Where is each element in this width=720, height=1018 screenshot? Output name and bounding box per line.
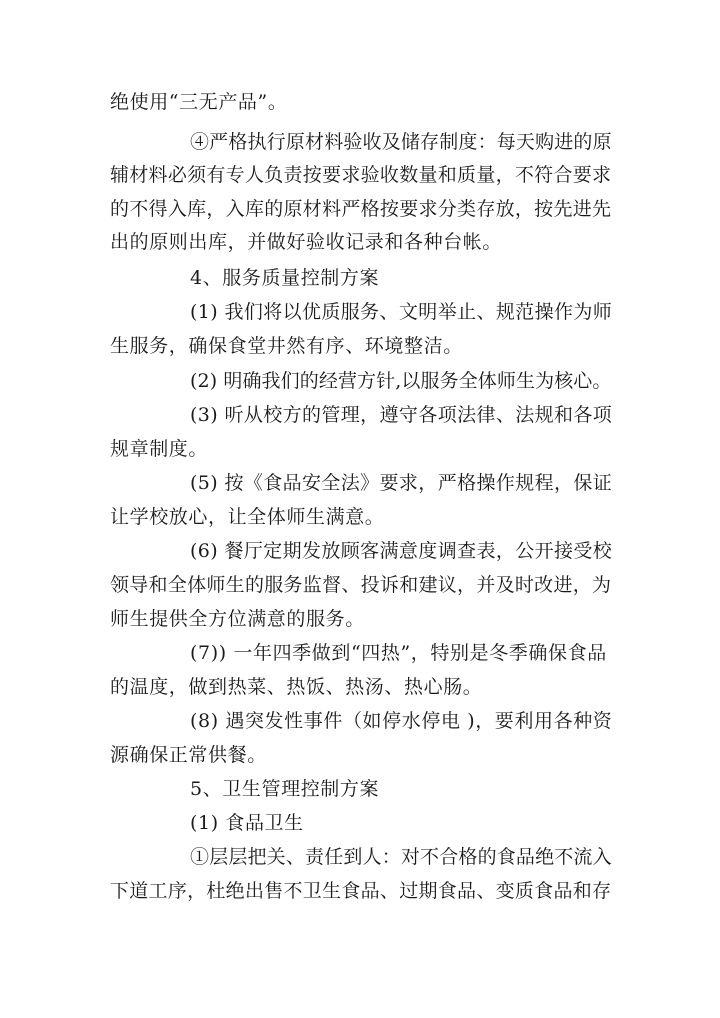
text-line: (3) 听从校方的管理，遵守各项法律、法规和各项 — [190, 404, 613, 426]
text-line: 师生提供全方位满意的服务。 — [110, 608, 365, 630]
text-line: 下道工序，杜绝出售不卫生食品、过期食品、变质食品和存 — [110, 880, 612, 902]
text-line: 生服务，确保食堂井然有序、环境整洁。 — [110, 335, 463, 357]
section-heading: 5、卫生管理控制方案 — [190, 778, 380, 800]
text-line: 源确保正常供餐。 — [110, 744, 267, 766]
section-heading: 4、服务质量控制方案 — [190, 267, 380, 289]
text-line: (6) 餐厅定期发放顾客满意度调查表，公开接受校 — [190, 540, 613, 562]
text-line: (5) 按《食品安全法》要求，严格操作规程，保证 — [190, 472, 613, 494]
text-line: ①层层把关、责任到人：对不合格的食品绝不流入 — [190, 846, 612, 868]
text-line: 出的原则出库，并做好验收记录和各种台帐。 — [110, 231, 503, 253]
sub-heading: (1) 食品卫生 — [190, 812, 304, 834]
text-line: (7)) 一年四季做到“四热”，特别是冬季确保食品 — [190, 642, 607, 664]
text-line: 辅材料必须有专人负责按要求验收数量和质量，不符合要求 — [110, 164, 612, 186]
text-line: 让学校放心，让全体师生满意。 — [110, 506, 385, 528]
text-line: (8) 遇突发性事件（如停水停电 )，要利用各种资 — [190, 710, 613, 732]
text-line: 的不得入库，入库的原材料严格按要求分类存放，按先进先 — [110, 198, 612, 220]
text-line: 规章制度。 — [110, 438, 209, 460]
text-line: (2) 明确我们的经营方针,以服务全体师生为核心。 — [190, 370, 612, 392]
text-line: ④严格执行原材料验收及储存制度：每天购进的原 — [190, 131, 612, 153]
text-line: 绝使用“三无产品”。 — [110, 91, 288, 113]
text-line: 领导和全体师生的服务监督、投诉和建议，并及时改进，为 — [110, 574, 612, 596]
text-line: (1) 我们将以优质服务、文明举止、规范操作为师 — [190, 301, 613, 323]
text-line: 的温度，做到热菜、热饭、热汤、热心肠。 — [110, 676, 483, 698]
